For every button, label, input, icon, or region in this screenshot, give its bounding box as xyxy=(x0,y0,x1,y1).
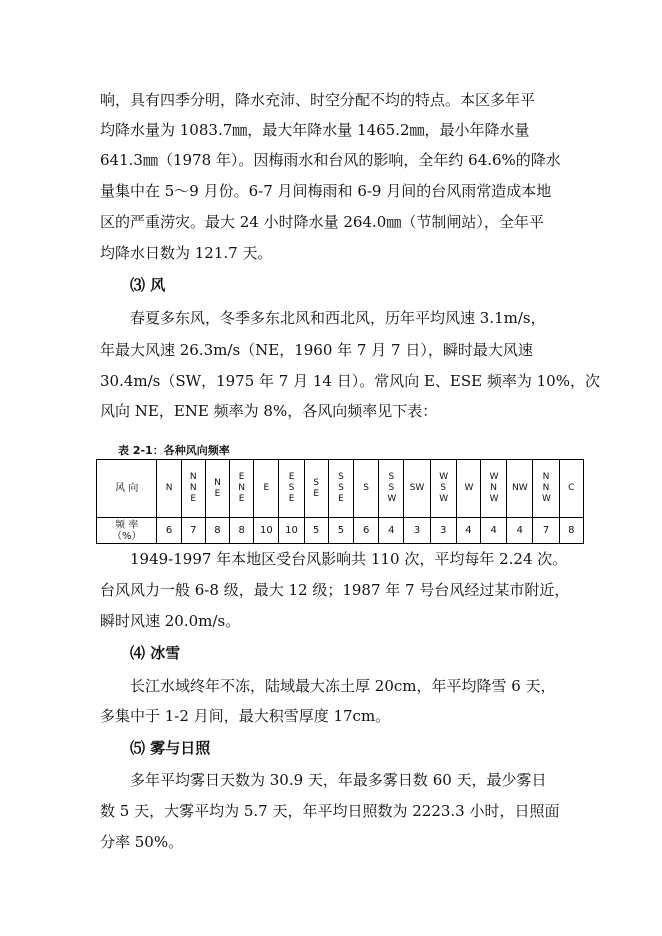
direction-cell: E xyxy=(254,460,279,518)
frequency-cell: 10 xyxy=(254,518,279,544)
paragraph-line: 响，具有四季分明，降水充沛、时空分配不均的特点。本区多年平 xyxy=(100,91,536,109)
direction-cell: NNE xyxy=(181,460,205,518)
paragraph-line: 风向 NE，ENE 频率为 8%，各风向频率见下表： xyxy=(100,402,438,420)
frequency-cell: 5 xyxy=(328,518,353,544)
paragraph-line: 长江水域终年不冻，陆域最大冻土厚 20cm，年平均降雪 6 天， xyxy=(130,677,556,695)
direction-cell: ENE xyxy=(230,460,254,518)
paragraph-line: 641.3㎜（1978 年）。因梅雨水和台风的影响，全年约 64.6%的降水 xyxy=(100,151,561,169)
paragraph-line: 多年平均雾日天数为 30.9 天，年最多雾日数 60 天，最少雾日 xyxy=(130,771,547,789)
frequency-cell: 6 xyxy=(354,518,379,544)
paragraph-line: 量集中在 5～9 月份。6-7 月间梅雨和 6-9 月间的台风雨常造成本地 xyxy=(100,182,552,200)
frequency-cell: 4 xyxy=(456,518,480,544)
frequency-cell: 10 xyxy=(279,518,304,544)
direction-cell: N xyxy=(157,460,181,518)
frequency-cell: 8 xyxy=(230,518,254,544)
wind-frequency-table xyxy=(96,459,584,544)
frequency-cell: 5 xyxy=(304,518,328,544)
row-label-direction: 风 向 xyxy=(97,460,157,518)
direction-cell: S xyxy=(354,460,379,518)
frequency-cell: 3 xyxy=(404,518,430,544)
paragraph-line: 年最大风速 26.3m/s（NE，1960 年 7 月 7 日），瞬时最大风速 xyxy=(100,341,533,359)
direction-cell: WSW xyxy=(430,460,456,518)
paragraph-line: 分率 50%。 xyxy=(100,833,184,851)
direction-cell: NNW xyxy=(533,460,559,518)
paragraph-line: 数 5 天，大雾平均为 5.7 天，年平均日照数为 2223.3 小时，日照面 xyxy=(100,802,560,820)
direction-cell: W xyxy=(456,460,480,518)
paragraph-line: 均降水日数为 121.7 天。 xyxy=(100,244,273,262)
row-label-frequency: 频 率 （%） xyxy=(97,518,157,544)
paragraph-line: 瞬时风速 20.0m/s。 xyxy=(100,612,241,630)
frequency-cell: 8 xyxy=(559,518,583,544)
direction-cell: WNW xyxy=(481,460,507,518)
frequency-cell: 4 xyxy=(481,518,507,544)
paragraph-line: 区的严重涝灾。最大 24 小时降水量 264.0㎜（节制闸站），全年平 xyxy=(100,213,544,231)
paragraph-line: 台风风力一般 6-8 级，最大 12 级；1987 年 7 号台风经过某市附近， xyxy=(100,581,570,599)
direction-cell: SW xyxy=(404,460,430,518)
frequency-cell: 7 xyxy=(181,518,205,544)
section-heading-wind: ⑶ 风 xyxy=(130,276,166,294)
table-row xyxy=(97,518,584,544)
direction-cell: SSE xyxy=(328,460,353,518)
section-heading-fog-sunshine: ⑸ 雾与日照 xyxy=(130,739,211,757)
direction-cell: SSW xyxy=(379,460,404,518)
direction-cell: NE xyxy=(205,460,229,518)
section-heading-ice-snow: ⑷ 冰雪 xyxy=(130,644,181,662)
paragraph-line: 30.4m/s（SW，1975 年 7 月 14 日）。常风向 E、ESE 频率为 10%，次 xyxy=(100,372,600,390)
direction-cell: ESE xyxy=(279,460,304,518)
frequency-cell: 7 xyxy=(533,518,559,544)
table-caption: 表 2-1：各种风向频率 xyxy=(118,444,230,457)
frequency-cell: 4 xyxy=(507,518,533,544)
frequency-cell: 3 xyxy=(430,518,456,544)
paragraph-line: 多集中于 1-2 月间，最大积雪厚度 17cm。 xyxy=(100,707,391,725)
paragraph-line: 均降水量为 1083.7㎜，最大年降水量 1465.2㎜，最小年降水量 xyxy=(100,121,530,139)
direction-cell: NW xyxy=(507,460,533,518)
direction-cell: C xyxy=(559,460,583,518)
table-row xyxy=(97,460,584,518)
paragraph-line: 春夏多东风，冬季多东北风和西北风，历年平均风速 3.1m/s， xyxy=(130,309,546,327)
frequency-cell: 8 xyxy=(205,518,229,544)
paragraph-line: 1949-1997 年本地区受台风影响共 110 次，平均每年 2.24 次。 xyxy=(130,550,568,568)
frequency-cell: 6 xyxy=(157,518,181,544)
direction-cell: SE xyxy=(304,460,328,518)
frequency-cell: 4 xyxy=(379,518,404,544)
